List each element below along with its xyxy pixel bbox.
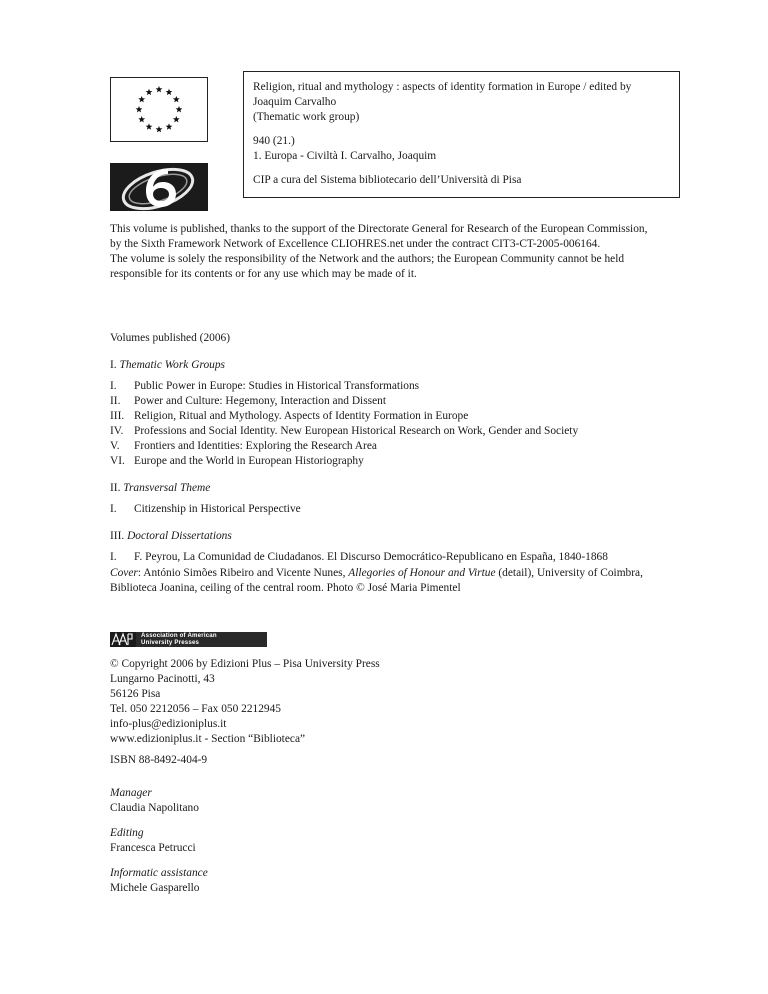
star-icon <box>173 116 180 123</box>
section-list <box>110 379 690 469</box>
support-line: This volume is published, thanks to the support of the Directorate General for Research of the European Commission, <box>110 223 648 235</box>
list-item-title: Europe and the World in European Historiography <box>134 455 364 467</box>
credit-entry <box>110 826 510 856</box>
fp6-icon <box>110 163 208 211</box>
star-icon <box>166 89 173 96</box>
credit-entry <box>110 866 510 896</box>
list-item <box>110 394 690 409</box>
list-item <box>110 409 690 424</box>
cip-title-line: Religion, ritual and mythology : aspects of identity formation in Europe / edited by <box>253 81 632 93</box>
star-icon <box>156 126 163 133</box>
support-statement <box>110 222 690 282</box>
list-item-title: F. Peyrou, La Comunidad de Ciudadanos. El Discurso Democrático-Republicano en España, 1840-1868 <box>134 551 608 563</box>
cover-line: Biblioteca Joanina, ceiling of the central room. Photo © José Maria Pimentel <box>110 582 461 594</box>
website-line: www.edizioniplus.it - Section “Biblioteca” <box>110 733 306 745</box>
list-item-title: Religion, Ritual and Mythology. Aspects of Identity Formation in Europe <box>134 410 469 422</box>
star-icon <box>146 89 153 96</box>
cip-classification: 940 (21.) <box>253 135 295 147</box>
eu-stars-icon <box>111 78 207 141</box>
star-icon <box>173 96 180 103</box>
volumes-published <box>110 331 690 565</box>
aaup-mark-icon <box>110 632 136 647</box>
section-title: Thematic Work Groups <box>119 359 225 371</box>
star-icon <box>146 123 153 130</box>
list-item <box>110 502 690 517</box>
cip-editor-line: Joaquim Carvalho <box>253 96 337 108</box>
cover-artwork-title: Allegories of Honour and Virtue <box>348 567 496 579</box>
eu-flag-logo <box>110 77 208 142</box>
section-heading: III. Doctoral Dissertations <box>110 530 232 542</box>
credit-role: Editing <box>110 827 144 839</box>
phone-line: Tel. 050 2212056 – Fax 050 2212945 <box>110 703 282 715</box>
list-item <box>110 454 690 469</box>
cover-credit <box>110 566 690 596</box>
list-item <box>110 550 690 565</box>
section-title: Transversal Theme <box>123 482 211 494</box>
list-item-title: Citizenship in Historical Perspective <box>134 503 301 515</box>
list-item-number: I. <box>110 380 117 392</box>
credit-name: Claudia Napolitano <box>110 802 199 814</box>
section-heading: I. Thematic Work Groups <box>110 359 225 371</box>
credit-role: Informatic assistance <box>110 867 208 879</box>
list-item-number: II. <box>110 395 121 407</box>
credit-role: Manager <box>110 787 152 799</box>
star-icon <box>156 86 163 93</box>
list-item-number: IV. <box>110 425 124 437</box>
copyright-line: © Copyright 2006 by Edizioni Plus – Pisa University Press <box>110 658 380 670</box>
list-item-number: VI. <box>110 455 125 467</box>
section-heading: II. Transversal Theme <box>110 482 211 494</box>
star-icon <box>166 123 173 130</box>
cip-catalog-box <box>243 71 680 198</box>
cip-credit: CIP a cura del Sistema bibliotecario dell’Università di Pisa <box>253 174 522 186</box>
cip-series-line: (Thematic work group) <box>253 111 360 123</box>
list-item-number: III. <box>110 410 125 422</box>
email-line: info-plus@edizioniplus.it <box>110 718 227 730</box>
credit-entry <box>110 786 510 816</box>
list-item-title: Professions and Social Identity. New European Historical Research on Work, Gender and Society <box>134 425 579 437</box>
list-item-number: V. <box>110 440 120 452</box>
cip-subjects: 1. Europa - Civiltà I. Carvalho, Joaquim <box>253 150 437 162</box>
support-line: by the Sixth Framework Network of Excellence CLIOHRES.net under the contract CIT3-CT-2005-006164. <box>110 238 601 250</box>
support-line: responsible for its contents or for any use which may be made of it. <box>110 268 417 280</box>
section-title: Doctoral Dissertations <box>127 530 232 542</box>
list-item-title: Public Power in Europe: Studies in Historical Transformations <box>134 380 420 392</box>
address-line: Lungarno Pacinotti, 43 <box>110 673 215 685</box>
credit-name: Michele Gasparello <box>110 882 200 894</box>
aaup-logo <box>110 632 267 647</box>
section-list <box>110 502 690 517</box>
star-icon <box>138 116 145 123</box>
aaup-text: Association of American University Presses <box>141 632 217 646</box>
credit-name: Francesca Petrucci <box>110 842 196 854</box>
isbn: ISBN 88-8492-404-9 <box>110 754 208 766</box>
star-icon <box>138 96 145 103</box>
publisher-info <box>110 657 690 747</box>
star-icon <box>136 106 143 113</box>
volumes-heading: Volumes published (2006) <box>110 332 231 344</box>
city-line: 56126 Pisa <box>110 688 161 700</box>
list-item-number: I. <box>110 551 117 563</box>
cover-label: Cover <box>110 567 138 579</box>
list-item-title: Frontiers and Identities: Exploring the Research Area <box>134 440 377 452</box>
list-item <box>110 379 690 394</box>
list-item <box>110 439 690 454</box>
star-icon <box>176 106 183 113</box>
sixth-framework-logo <box>110 163 208 211</box>
section-list <box>110 550 690 565</box>
list-item <box>110 424 690 439</box>
staff-credits <box>110 786 510 906</box>
list-item-number: I. <box>110 503 117 515</box>
cover-line: Cover: António Simões Ribeiro and Vicente Nunes, Allegories of Honour and Virtue (detail), University of Coimbra, <box>110 567 643 579</box>
list-item-title: Power and Culture: Hegemony, Interaction and Dissent <box>134 395 387 407</box>
support-line: The volume is solely the responsibility of the Network and the authors; the European Community cannot be held <box>110 253 625 265</box>
